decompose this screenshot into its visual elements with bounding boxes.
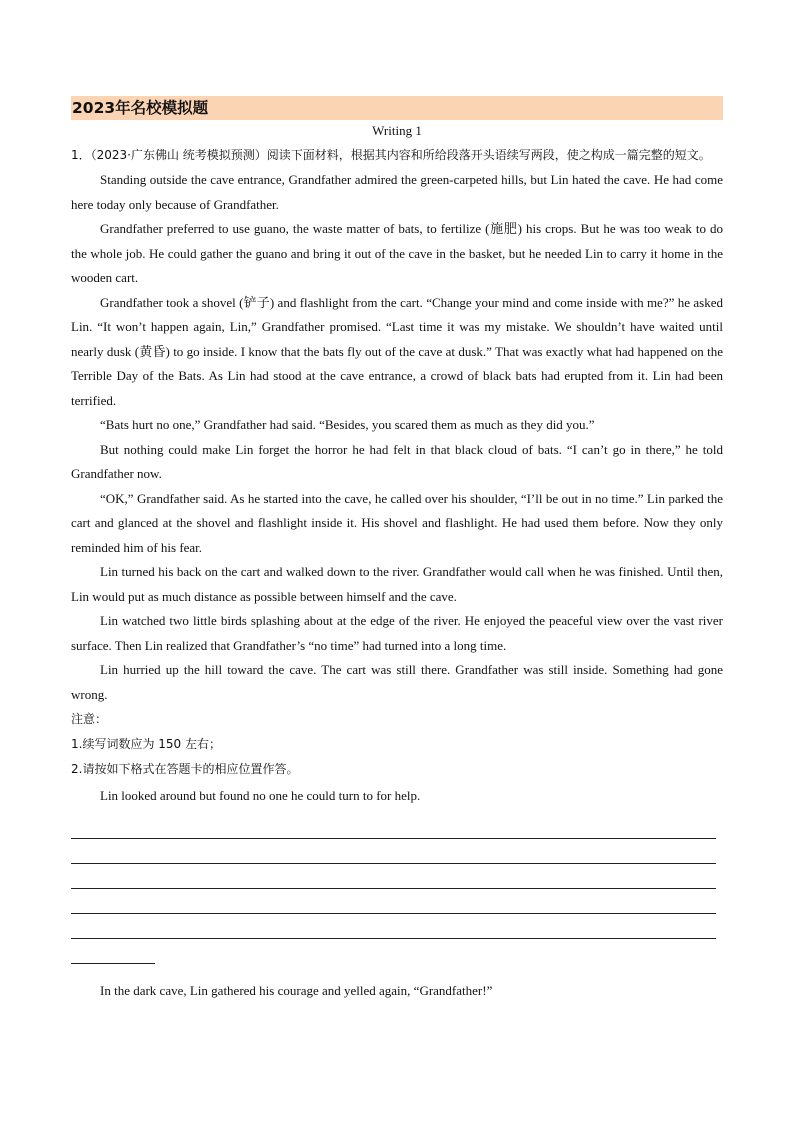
section-title: 2023年名校模拟题 [71, 96, 723, 120]
answer-line[interactable] [71, 814, 716, 839]
answer-line[interactable] [71, 889, 716, 914]
answer-line[interactable] [71, 914, 716, 939]
note-item: 2.请按如下格式在答题卡的相应位置作答。 [71, 762, 299, 776]
story-paragraph: “OK,” Grandfather said. As he started into the cave, he called over his shoulder, “I’ll be out in no time.” Lin parked the cart and glanced at the shovel and flashlight inside it. His shovel and flashlight. He had used them before. Now they only reminded him of his fear. [71, 490, 723, 555]
answer-line[interactable] [71, 864, 716, 889]
notes-section [71, 707, 723, 782]
question-instructions: 1．（2023·广东佛山 统考模拟预测）阅读下面材料，根据其内容和所给段落开头语续写两段，使之构成一篇完整的短文。 [71, 148, 711, 162]
worksheet-page [71, 96, 723, 1003]
story-paragraph: Grandfather took a shovel (铲子) and flashlight from the cart. “Change your mind and come inside with me?” he asked Lin. “It won’t happen again, Lin,” Grandfather promised. “Last time it was my mistake. We shouldn’t have waited until nearly dusk (黄昏) to go inside. I know that the bats fly out of the cave at dusk.” That was exactly what had happened on the Terrible Day of the Bats. As Lin had stood at the cave entrance, a crowd of black bats had erupted from it. Lin had been terrified. [71, 294, 723, 408]
answer-line[interactable] [71, 839, 716, 864]
story-paragraph: Grandfather preferred to use guano, the waste matter of bats, to fertilize (施肥) his crops. But he was too weak to do the whole job. He could gather the guano and bring it out of the cave in the basket, but he needed Lin to carry it home in the wooden cart. [71, 221, 723, 285]
notes-heading: 注意： [71, 712, 108, 726]
paragraph-starter-1: Lin looked around but found no one he could turn to for help. [100, 788, 421, 803]
story-text [71, 168, 723, 707]
story-paragraph: Lin turned his back on the cart and walked down to the river. Grandfather would call when he was finished. Until then, Lin would put as much distance as possible between himself and the cave. [71, 564, 723, 604]
story-paragraph: “Bats hurt no one,” Grandfather had said. “Besides, you scared them as much as they did you.” [100, 417, 595, 432]
story-paragraph: Standing outside the cave entrance, Grandfather admired the green-carpeted hills, but Lin hated the cave. He had come here today only because of Grandfather. [71, 172, 723, 212]
story-paragraph: But nothing could make Lin forget the horror he had felt in that black cloud of bats. “I can’t go in there,” he told Grandfather now. [71, 441, 723, 481]
story-paragraph: Lin hurried up the hill toward the cave. The cart was still there. Grandfather was still inside. Something had gone wrong. [71, 662, 723, 702]
answer-line-short[interactable] [71, 939, 155, 964]
answer-lines [71, 814, 723, 964]
paragraph-starter-2: In the dark cave, Lin gathered his courage and yelled again, “Grandfather!” [100, 983, 493, 998]
writing-subtitle: Writing 1 [372, 123, 422, 138]
story-paragraph: Lin watched two little birds splashing about at the edge of the river. He enjoyed the peaceful view over the vast river surface. Then Lin realized that Grandfather’s “no time” had turned into a long time. [71, 613, 723, 653]
note-item: 1.续写词数应为 150 左右； [71, 737, 221, 751]
